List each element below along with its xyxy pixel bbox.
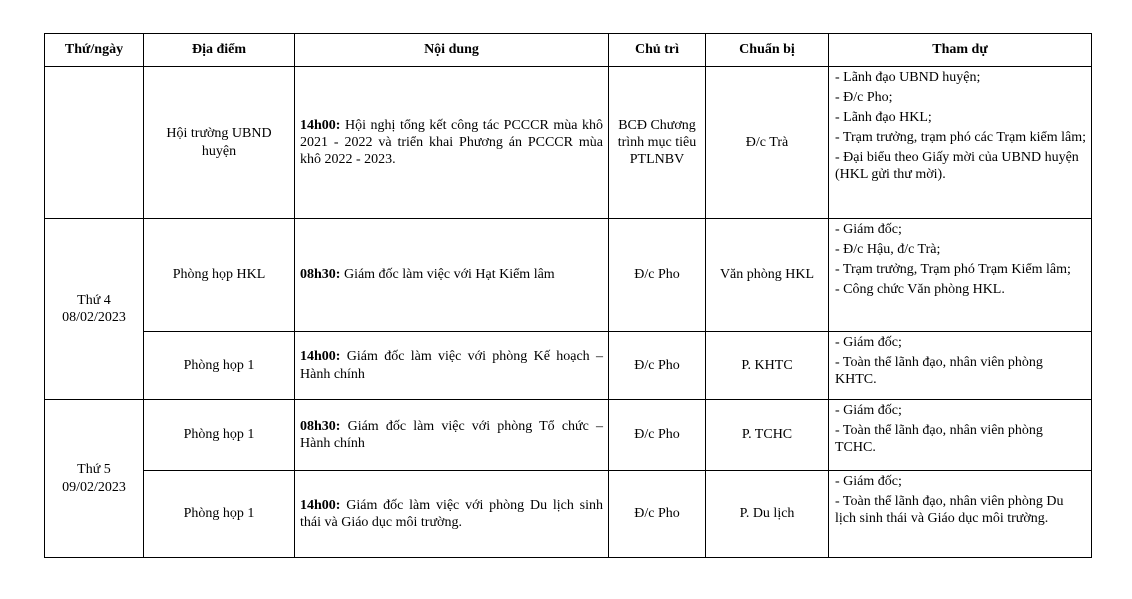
prep-cell: Đ/c Trà <box>706 67 829 219</box>
attendee-item: - Lãnh đạo UBND huyện; <box>835 70 981 85</box>
attendee-item: - Đại biểu theo Giấy mời của UBND huyện (HKL gửi thư mời). <box>835 150 1079 183</box>
header-content: Nội dung <box>295 34 609 67</box>
content-cell <box>295 219 609 332</box>
chair-cell: Đ/c Pho <box>609 332 706 400</box>
content-text: Giám đốc làm việc với phòng Tổ chức – Hành chính <box>300 418 603 451</box>
prep-cell: P. Du lịch <box>706 471 829 558</box>
prep-cell: Văn phòng HKL <box>706 219 829 332</box>
attendees-cell <box>829 332 1092 400</box>
header-prep: Chuẩn bị <box>706 34 829 67</box>
chair-cell: Đ/c Pho <box>609 219 706 332</box>
chair-cell: Đ/c Pho <box>609 400 706 471</box>
time-label: 14h00: <box>300 117 341 133</box>
place-cell: Phòng họp 1 <box>144 471 295 558</box>
header-attendees: Tham dự <box>829 34 1092 67</box>
attendees-cell <box>829 471 1092 558</box>
content-text: Giám đốc làm việc với phòng Kế hoạch – Hành chính <box>300 349 603 382</box>
attendees-cell <box>829 67 1092 219</box>
header-day: Thứ/ngày <box>45 34 144 67</box>
place-cell: Phòng họp HKL <box>144 219 295 332</box>
attendees-cell <box>829 400 1092 471</box>
schedule-table <box>44 33 1092 558</box>
attendee-item: - Toàn thể lãnh đạo, nhân viên phòng KHTC. <box>835 355 1043 388</box>
time-label: 08h30: <box>300 418 341 434</box>
content-cell <box>295 332 609 400</box>
day-cell <box>45 400 144 558</box>
attendee-item: - Giám đốc; <box>835 222 902 237</box>
prep-cell: P. KHTC <box>706 332 829 400</box>
table-row <box>45 332 1092 400</box>
attendee-item: - Trạm trưởng, Trạm phó Trạm Kiểm lâm; <box>835 262 1071 278</box>
attendee-item: - Toàn thể lãnh đạo, nhân viên phòng TCHC. <box>835 423 1043 456</box>
content-cell <box>295 471 609 558</box>
content-cell <box>295 400 609 471</box>
chair-cell: BCĐ Chương trình mục tiêu PTLNBV <box>609 67 706 219</box>
time-label: 14h00: <box>300 497 341 513</box>
day-line: Thứ 4 08/02/2023 <box>62 292 126 325</box>
header-row <box>45 34 1092 67</box>
time-label: 14h00: <box>300 349 341 365</box>
table-row <box>45 471 1092 558</box>
content-cell <box>295 67 609 219</box>
attendee-item: - Giám đốc; <box>835 335 902 350</box>
attendee-item: - Lãnh đạo HKL; <box>835 110 932 126</box>
table-row <box>45 400 1092 471</box>
prep-cell: P. TCHC <box>706 400 829 471</box>
attendee-item: - Đ/c Hậu, đ/c Trà; <box>835 242 941 258</box>
day-cell <box>45 67 144 219</box>
attendee-item: - Đ/c Pho; <box>835 90 893 106</box>
attendee-item: - Công chức Văn phòng HKL. <box>835 282 1005 298</box>
header-place: Địa điểm <box>144 34 295 67</box>
chair-cell: Đ/c Pho <box>609 471 706 558</box>
attendee-item: - Toàn thể lãnh đạo, nhân viên phòng Du lịch sinh thái và Giáo dục môi trường. <box>835 494 1064 527</box>
attendee-item: - Trạm trưởng, trạm phó các Trạm kiểm lâm; <box>835 130 1087 146</box>
day-line: Thứ 5 09/02/2023 <box>62 462 126 495</box>
header-chair: Chủ trì <box>609 34 706 67</box>
place-cell: Phòng họp 1 <box>144 332 295 400</box>
place-cell: Phòng họp 1 <box>144 400 295 471</box>
attendee-item: - Giám đốc; <box>835 403 902 418</box>
place-cell: Hội trường UBND huyện <box>144 67 295 219</box>
time-label: 08h30: <box>300 267 341 283</box>
content-text: Hội nghị tổng kết công tác PCCCR mùa khô 2021 - 2022 và triển khai Phương án PCCCR mùa khô 2022 - 2023. <box>300 117 603 168</box>
content-text: Giám đốc làm việc với Hạt Kiểm lâm <box>340 267 555 283</box>
attendee-item: - Giám đốc; <box>835 474 902 489</box>
day-cell <box>45 219 144 400</box>
attendees-cell <box>829 219 1092 332</box>
table-row <box>45 67 1092 219</box>
content-text: Giám đốc làm việc với phòng Du lịch sinh thái và Giáo dục môi trường. <box>300 497 603 530</box>
table-row <box>45 219 1092 332</box>
